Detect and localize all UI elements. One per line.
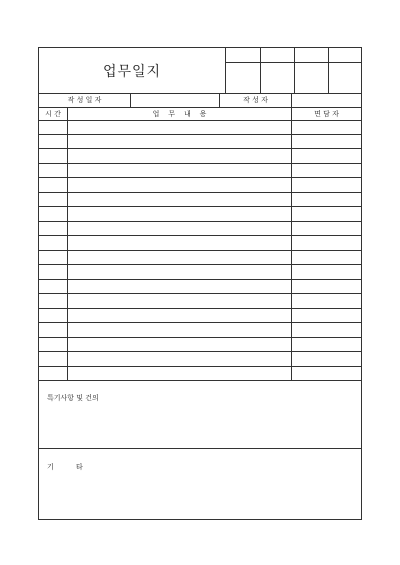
date-label: 작 성 일 자 [67, 96, 102, 104]
content-cell[interactable] [67, 280, 291, 294]
title-row [39, 48, 361, 94]
table-row [39, 164, 361, 179]
table-row [39, 120, 361, 135]
work-log-form [38, 47, 362, 520]
table-row [39, 236, 361, 251]
time-header: 시 간 [45, 109, 61, 118]
table-row [39, 367, 361, 382]
interviewer-cell[interactable] [291, 323, 361, 337]
content-cell[interactable] [67, 367, 291, 381]
table-row [39, 135, 361, 150]
table-row [39, 338, 361, 353]
interviewer-cell[interactable] [291, 309, 361, 323]
interviewer-cell[interactable] [291, 352, 361, 366]
notes-section[interactable] [39, 381, 361, 449]
table-row [39, 193, 361, 208]
time-cell[interactable] [39, 149, 67, 163]
time-cell[interactable] [39, 193, 67, 207]
content-cell[interactable] [67, 193, 291, 207]
table-row [39, 352, 361, 367]
interviewer-cell[interactable] [291, 294, 361, 308]
interviewer-cell[interactable] [291, 207, 361, 221]
interviewer-cell[interactable] [291, 135, 361, 149]
table-row [39, 309, 361, 324]
approval-title-cell[interactable] [261, 48, 294, 63]
content-cell[interactable] [67, 251, 291, 265]
author-field[interactable] [291, 93, 361, 107]
approval-box [226, 48, 361, 93]
approval-title-cell[interactable] [329, 48, 361, 63]
interviewer-cell[interactable] [291, 338, 361, 352]
content-cell[interactable] [67, 135, 291, 149]
table-row [39, 265, 361, 280]
time-cell[interactable] [39, 309, 67, 323]
interviewer-cell[interactable] [291, 265, 361, 279]
table-row [39, 222, 361, 237]
time-cell[interactable] [39, 280, 67, 294]
log-table-body [39, 120, 361, 381]
content-cell[interactable] [67, 309, 291, 323]
time-cell[interactable] [39, 164, 67, 178]
interviewer-cell[interactable] [291, 280, 361, 294]
content-cell[interactable] [67, 352, 291, 366]
interviewer-header: 면 담 자 [291, 107, 361, 120]
approval-title-cell[interactable] [226, 48, 260, 63]
content-cell[interactable] [67, 323, 291, 337]
content-cell[interactable] [67, 265, 291, 279]
approval-title-cell[interactable] [295, 48, 328, 63]
interviewer-cell[interactable] [291, 367, 361, 381]
time-cell[interactable] [39, 352, 67, 366]
interviewer-cell[interactable] [291, 164, 361, 178]
table-row [39, 251, 361, 266]
time-cell[interactable] [39, 294, 67, 308]
time-cell[interactable] [39, 222, 67, 236]
notes-label: 특기사항 및 건의 [47, 394, 99, 402]
content-cell[interactable] [67, 149, 291, 163]
content-cell[interactable] [67, 178, 291, 192]
time-cell[interactable] [39, 338, 67, 352]
content-cell[interactable] [67, 120, 291, 134]
time-cell[interactable] [39, 323, 67, 337]
interviewer-cell[interactable] [291, 149, 361, 163]
interviewer-cell[interactable] [291, 120, 361, 134]
content-cell[interactable] [67, 222, 291, 236]
time-cell[interactable] [39, 135, 67, 149]
table-row [39, 323, 361, 338]
table-row [39, 294, 361, 309]
approval-column [261, 48, 295, 93]
time-cell[interactable] [39, 120, 67, 134]
interviewer-cell[interactable] [291, 222, 361, 236]
time-cell[interactable] [39, 236, 67, 250]
time-cell[interactable] [39, 207, 67, 221]
interviewer-cell[interactable] [291, 251, 361, 265]
time-cell[interactable] [39, 265, 67, 279]
content-cell[interactable] [67, 207, 291, 221]
time-cell[interactable] [39, 367, 67, 381]
table-row [39, 178, 361, 193]
interviewer-cell[interactable] [291, 178, 361, 192]
table-header [39, 107, 361, 121]
content-cell[interactable] [67, 236, 291, 250]
table-row [39, 149, 361, 164]
time-cell[interactable] [39, 178, 67, 192]
info-row [39, 93, 361, 108]
approval-column [329, 48, 361, 93]
table-row [39, 280, 361, 295]
content-cell[interactable] [67, 294, 291, 308]
form-title: 업무일지 [39, 48, 226, 93]
etc-section[interactable] [39, 449, 361, 519]
interviewer-cell[interactable] [291, 236, 361, 250]
date-field[interactable] [130, 93, 219, 107]
content-header: 업 무 내 용 [67, 107, 291, 120]
author-label: 작 성 자 [219, 93, 291, 107]
approval-column [226, 48, 261, 93]
content-cell[interactable] [67, 164, 291, 178]
content-cell[interactable] [67, 338, 291, 352]
time-cell[interactable] [39, 251, 67, 265]
table-row [39, 207, 361, 222]
approval-column [295, 48, 329, 93]
etc-label: 기 타 [47, 463, 83, 471]
interviewer-cell[interactable] [291, 193, 361, 207]
